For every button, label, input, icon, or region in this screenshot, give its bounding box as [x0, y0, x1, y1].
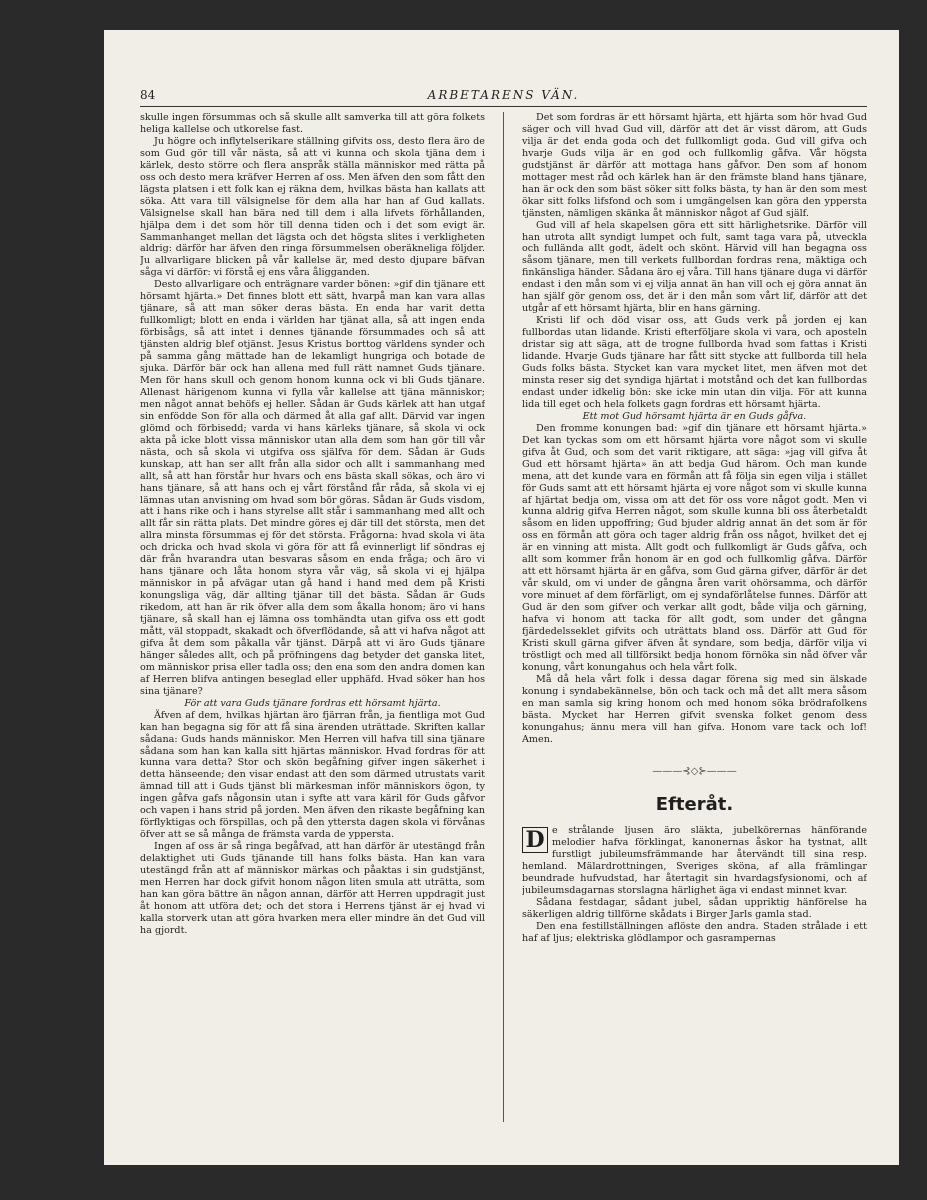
section-title: Efteråt. [655, 794, 734, 816]
dropcap: D [522, 827, 548, 853]
paragraph: skulle ingen försummas och så skulle allt samverka till att göra folkets heliga kallelse och utkorelse fast. [140, 112, 485, 135]
paragraph: Må då hela vårt folk i dessa dagar förena sig med sin älskade konung i syndabekännelse, bön och tack och må det allt mera såsom en man samla sig kring honom och med honom söka brödrafolkens bästa. Mycket har Herren gifvit svenska folket genom dess konungahus; ännu mera vill han gifva. Honom vare tack och lof! Amen. [522, 673, 867, 745]
page-content [140, 86, 867, 1152]
paragraph [522, 825, 867, 897]
page-number: 84 [140, 88, 156, 102]
newspaper-page [104, 30, 899, 1165]
paragraph: Den fromme konungen bad: »gif din tjänare ett hörsamt hjärta.» Det kan tyckas som om ett hörsamt hjärta vore något som vi skulle gifva åt Gud, och som det varit riktigare, att säga: »jag vill gifva åt Gud ett hörsamt hjärta» än att bedja Gud härom. Och man kunde mena, att det kunde vara en förmån att få följa sin egen vilja i stället för Guds samt att ett hörsamt hjärta ej vore något som vi skulle kunna af hjärtat bedja om, vissa om att det för oss vore något godt. Men vi kunna aldrig gifva Herren något, som skulle kunna bli oss återbetaldt såsom en liden uppoffring; Gud bjuder aldrig annat än det som är för oss en förmån att göra och tager aldrig från oss något, hvilket det ej är en vinning att mista. Allt godt och fullkomligt är Guds gåfva, och allt som kommer från honom är en god och fullkomlig gåfva. Därför att ett hörsamt hjärta är en gåfva, som Gud gärna gifver, därför är det vår skuld, om vi under de gångna åren varit ohörsamma, och därför vore minuet af dem förfärligt, om ej syndaförlåtelse funnes. Därför att Gud är den som gifver och verkar allt godt, både vilja och gärning, hafva vi honom att tacka för allt godt, som under det gångna fjärdedelsseklet gifvits och uträttats bland oss. Därför att Gud för Kristi skull gärna gifver äfven åt syndare, som bedja, därför vilja vi tröstligt och med all tillförsikt bedja honom förnöka sin nåd öfver vår konung, vårt konungahus och hela vårt folk. [522, 422, 867, 673]
paragraph: Kristi lif och död visar oss, att Guds verk på jorden ej kan fullbordas utan lidande. Kristi efterföljare skola vi vara, och aposteln dristar sig att säga, att de trogne fullborda hvad som fattas i Kristi lidande. Hvarje Guds tjänare har fått sitt stycke att fullborda till hela Guds folks bästa. Stycket kan vara mycket litet, men äfven mot det minsta reser sig det syndiga hjärtat i motstånd och det kan fullbordas endast under idkelig bön: ske icke min utan din vilja. För att kunna lida till eget och hela folkets gagn fordras ett hörsamt hjärta. [522, 315, 867, 410]
ornament-divider: ———⊰◇⊱——— [652, 765, 737, 777]
column-divider [503, 112, 504, 1122]
paragraph: Desto allvarligare och enträgnare varder bönen: »gif din tjänare ett hörsamt hjärta.» Det finnes blott ett sätt, hvarpå man kan vara allas tjänare, så att man söker deras bästa. En enda har varit detta fullkomligt; blott en enda i världen har tjänat alla, så att ingen enda förbisågs, så att intet i dennes tjänande försummades och så att tjänsten aldrig blef otjänst. Jesus Kristus borttog världens synder och på samma gång mättade han de lekamligt hungriga och botade de sjuka. Därför bär ock han allena med full rätt namnet Guds tjänare. Men för hans skull och genom honom kunna ock vi bli Guds tjänare. Allenast härigenom kunna vi fylla vår kallelse att tjäna människor; men något annat behöfs ej heller. Sådan är Guds kärlek att han utgaf sin enfödde Son för alla och därmed åt alla gaf allt. Därvid var ingen glömd och förbisedd; varda vi hans kärleks tjänare, så skola vi ock akta på icke blott vissa människor utan alla dem som han gör till vår nästa, och så skola vi utgifva oss själfva för dem. Sådan är Guds kunskap, att han ser allt från alla sidor och allt i sammanhang med allt, så att han förstår hur hvars och ens bästa skall sökas, och äro vi hans tjänare, så att hans och ej vårt förstånd får råda, så skola vi ej lämnas utan anvisning om hvad som bör göras. Sådan är Guds visdom, att i hans rike och i hans styrelse allt står i sammanhang med allt och allt får sin rätta plats. Det mindre göres ej där till det största, men det allra minsta försummas ej för det största. Frågorna: hvad skola vi äta och dricka och hvad skola vi göra för att få evinnerligt lif söndras ej där från hvarandra utan besvaras såsom en enda fråga; och äro vi hans tjänare och låta honom styra vår väg, så skola vi ej hjälpa människor in på afvägar utan gå hand i hand med dem på Kristi konungsliga väg, där allting tjänar till det bästa. Sådan är Guds rikedom, att han är rik öfver alla dem som åkalla honom; äro vi hans tjänare, så skall han ej lämna oss tomhändta utan gifva oss ett godt mått, väl stoppadt, skakadt och öfverflödande, så att vi hafva något att gifva åt dem som påkalla vår tjänst. Därpå att vi äro Guds tjänare hänger således allt, och på pröfningens dag betyder det ganska litet, om människor prisa eller tadla oss; den ena som den andra domen kan af Herren blifva antingen beseglad eller upphäfd. Hvad söker han hos sina tjänare? [140, 279, 485, 697]
paragraph: Ingen af oss är så ringa begåfvad, att han därför är utestängd från delaktighet uti Guds tjänande till hans folks bästa. Han kan vara utestängd från att af människor märkas och påaktas i sin gudstjänst, men Herren har dock gifvit honom någon liten smula att uträtta, som han kan göra bättre än någon annan, därför att Herren uppdragit just åt honom att utföra det; och det stora i Herrens tjänst är ej hvad vi kalla storverk utan att göra hvarken mera eller mindre än det Gud vill ha gjordt. [140, 841, 485, 936]
paragraph: Den ena festillställningen aflöste den andra. Staden strålade i ett haf af ljus; elektriska glödlampor och gasrampernas [522, 921, 867, 944]
subheading: Ett mot Gud hörsamt hjärta är en Guds gåfva. [582, 410, 807, 422]
right-column [522, 112, 867, 1152]
paragraph: Gud vill af hela skapelsen göra ett sitt härlighetsrike. Därför vill han utrota allt syndigt lumpet och fult, samt taga vara på, utveckla och fullända allt godt, ädelt och skönt. Härvid vill han begagna oss såsom tjänare, men till verkets fullbordan fordras rena, mäktiga och finkänsliga händer. Sådana äro ej våra. Till hans tjänare duga vi därför endast i den mån som vi ej vilja annat än han vill och ej göra annat än han själf gör genom oss, det är i den mån som vårt lif, därför att det utgår af ett hörsamt hjärta, blir en hans gärning. [522, 219, 867, 315]
left-column [140, 112, 485, 1152]
paragraph: Ju högre och inflytelserikare ställning gifvits oss, desto flera äro de som Gud gör till vår nästa, så att vi kunna och skola tjäna dem i kärlek, desto större och flera anspråk ställa människor med rätta på oss och desto mera kräfver Herren af oss. Men äfven den som fått den lägsta platsen i ett folk kan ej räkna dem, hvilkas bästa han kallats att söka. Att vara till välsignelse för dem alla har han af Gud kallats. Välsignelse skall han bära ned till dem i alla lifvets förhållanden, hjälpa dem i det som hör till denna tiden och i det som evigt är. Sammanhanget mellan det lägsta och det högsta slites i verkligheten aldrig: därför har äfven den ringa försummelsen oberäkneliga följder. Ju allvarligare blicken på vår kallelse är, med desto djupare bäfvan såga vi därför: vi förstå ej ens våra åligganden. [140, 135, 485, 279]
running-title: ARBETARENS VÄN. [427, 88, 580, 102]
paragraph-text: e strålande ljusen äro släkta, jubelkörernas hänförande melodier hafva förklingat, kanonernas åskor ha tystnat, allt furstligt jubileumsfrämmande har återvändt till sina resp. hemland. Mälardrottningen, Sveriges sköna, af alla främlingar beundrade hufvudstad, har återtagit sin hvardagsfysionomi, och af jubileumsdagarnas storslagna härlighet äga vi endast minnet kvar. [522, 825, 867, 897]
paragraph: Äfven af dem, hvilkas hjärtan äro fjärran från, ja fientliga mot Gud kan han begagna sig för att få sina ärenden uträttade. Skriften kallar sådana: Guds hands människor. Men Herren vill hafva till sina tjänare sådana som han kan kalla sitt hjärtas människor. Hvad fordras för att kunna vara detta? Stor och skön begåfning gifver ingen säkerhet i detta hänseende; den visar endast att den som därmed utrustats varit ämnad till att i Guds tjänst bli märkesman inför människors ögon, ty ingen gåfva gafs någonsin utan i syfte att vara käril för Guds gåfvor och vapen i hans strid på jorden. Men äfven den rikaste begåfning kan förflyktigas och förspillas, och på den yttersta dagen skola vi förvånas öfver att se så många de främsta varda de yppersta. [140, 709, 485, 841]
paragraph: Sådana festdagar, sådant jubel, sådan uppriktig hänförelse ha säkerligen aldrig tillförne skådats i Birger Jarls gamla stad. [522, 897, 867, 921]
subheading: För att vara Guds tjänare fordras ett hörsamt hjärta. [184, 697, 441, 709]
paragraph: Det som fordras är ett hörsamt hjärta, ett hjärta som hör hvad Gud säger och vill hvad Gud vill, därför att det är visst därom, att Guds vilja är det enda goda och det fullkomligt goda. Gud vill gifva och hvarje Guds vilja är en god och fullkomlig gåfva. Vår högsta gudstjänst är därför att mottaga hans gåfvor. Den som af honom mottager mest råd och kärlek han är den främste bland hans tjänare, han är ock den som bäst söker sitt folks bästa, ty han är den som mest ökar sitt folks lifsfond och som i umgängelsen kan göra den yppersta tjänsten, nämligen skänka åt människor något af Gud själf. [522, 112, 867, 219]
page-header [140, 86, 867, 107]
